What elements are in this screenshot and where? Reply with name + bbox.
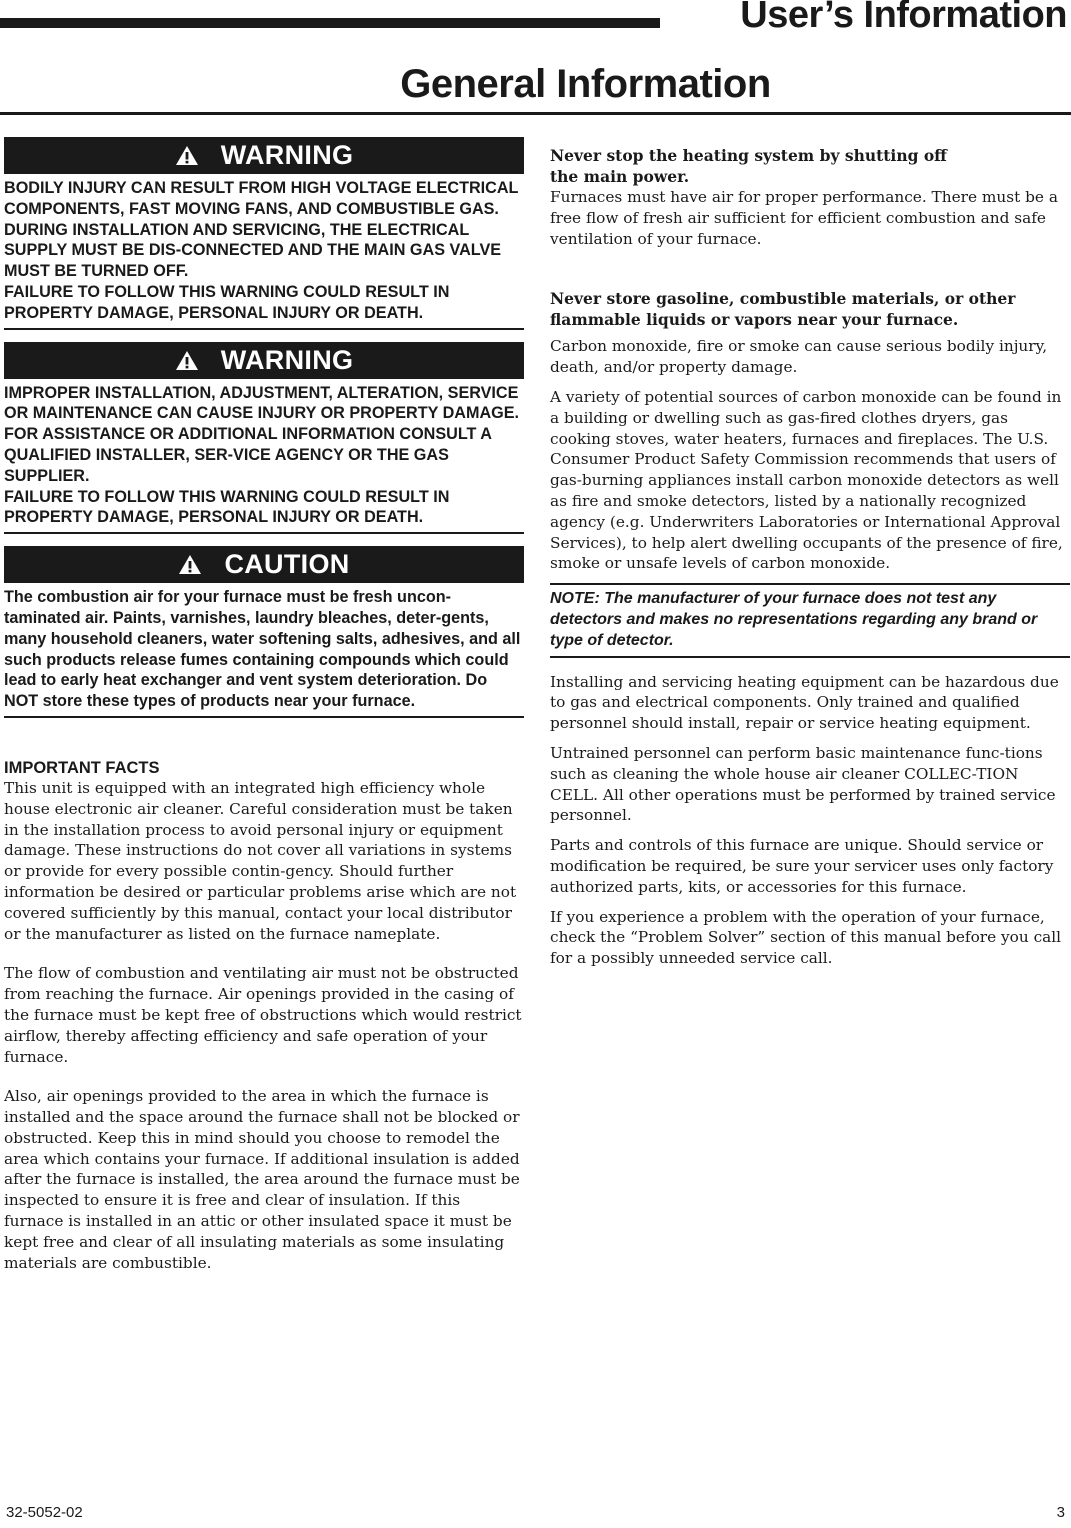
warning-banner (4, 342, 524, 379)
page-title: General Information (400, 62, 771, 106)
body-paragraph: Furnaces must have air for proper performance. There must be a free flow of fresh air sufficient for efficient combustion and safe ventilation of your furnace. (550, 188, 1058, 248)
warning-text (4, 174, 524, 330)
important-paragraph: The flow of combustion and ventilating air must not be obstructed from reaching the furnace. Air openings provided in the casing of the furnace must be kept free of obstructions which would restrict airflow, thereby affecting efficiency and safe operation of your furnace. (4, 964, 522, 1066)
body-paragraph: Untrained personnel can perform basic maintenance func-tions such as cleaning the whole house air cleaner COLLEC-TION CELL. All other operations must be performed by trained service personnel. (550, 743, 1056, 825)
caution-banner (4, 546, 524, 583)
body-paragraph: A variety of potential sources of carbon monoxide can be found in a building or dwelling such as gas-fired clothes dryers, gas cooking stoves, water heaters, furnaces and fireplaces. The U.S. Consumer Product Safety Commission recommends that users of gas-burning appliances install carbon monoxide detectors as well as fire and smoke detectors, listed by a nationally recognized agency (e.g. Underwriters Laboratories or International Approval Services), to help alert dwelling occupants of the presence of fire, smoke or unsafe levels of carbon monoxide. (550, 387, 1063, 573)
warning-banner (4, 137, 524, 174)
warning-text-line: FAILURE TO FOLLOW THIS WARNING COULD RESULT IN PROPERTY DAMAGE, PERSONAL INJURY OR DEATH. (4, 487, 450, 527)
header-title: User’s Information (740, 0, 1067, 36)
warning-label: WARNING (220, 140, 354, 170)
caution-text-body: The combustion air for your furnace must be fresh uncon-taminated air. Paints, varnishes, laundry bleaches, deter-gents, many household cleaners, water softening salts, adhesives, and all such products release fumes containing compounds which could lead to early heat exchanger and vent system deterioration. Do NOT store these types of products near your furnace. (4, 588, 521, 711)
warning-text-line: IMPROPER INSTALLATION, ADJUSTMENT, ALTERATION, SERVICE OR MAINTENANCE CAN CAUSE INJURY OR PROPERTY DAMAGE. FOR ASSISTANCE OR ADDITIONAL INFORMATION CONSULT A QUALIFIED INSTALLER, SER-VICE AGENCY OR THE GAS SUPPLIER. (4, 383, 520, 485)
warning-triangle-icon (175, 145, 199, 166)
warning-box-2 (4, 342, 524, 535)
body-paragraph: Installing and servicing heating equipment can be hazardous due to gas and electrical components. Only trained and qualified personnel should install, repair or service heating equipment. (550, 672, 1059, 733)
caution-label: CAUTION (224, 549, 350, 580)
caution-text (4, 583, 524, 718)
note-box: NOTE: The manufacturer of your furnace does not test any detectors and makes no representations regarding any brand or type of detector. (550, 583, 1070, 657)
body-paragraph: If you experience a problem with the operation of your furnace, check the “Problem Solver” section of this manual before you call for a possibly unneeded service call. (550, 907, 1062, 968)
warning-text (4, 379, 524, 535)
section-heading: Never store gasoline, combustible materials, or other flammable liquids or vapors near your furnace. (550, 289, 1016, 329)
warning-triangle-icon (175, 350, 199, 371)
caution-box (4, 546, 524, 718)
warning-text-line: FAILURE TO FOLLOW THIS WARNING COULD RESULT IN PROPERTY DAMAGE, PERSONAL INJURY OR DEATH. (4, 282, 450, 322)
warning-box-1 (4, 137, 524, 330)
header-rule (0, 18, 660, 28)
warning-triangle-icon (178, 554, 202, 575)
right-column (550, 146, 1070, 978)
page-number: 3 (1056, 1504, 1065, 1521)
important-paragraph: Also, air openings provided to the area in which the furnace is installed and the space around the furnace shall not be blocked or obstructed. Keep this in mind should you choose to remodel the area which contains your furnace. If additional insulation is added after the furnace is installed, the area around the furnace must be inspected to ensure it is free and clear of insulation. If this furnace is installed in an attic or other insulated space it must be kept free and clear of all insulating materials as some insulating materials are combustible. (4, 1087, 520, 1272)
warning-text-line: BODILY INJURY CAN RESULT FROM HIGH VOLTAGE ELECTRICAL COMPONENTS, FAST MOVING FANS, AND COMBUSTIBLE GAS. DURING INSTALLATION AND SERVICING, THE ELECTRICAL SUPPLY MUST BE DIS-CONNECTED AND THE MAIN GAS VALVE MUST BE TURNED OFF. (4, 179, 519, 281)
body-paragraph: Carbon monoxide, fire or smoke can cause serious bodily injury, death, and/or property damage. (550, 337, 1048, 377)
important-facts-heading: IMPORTANT FACTS (4, 758, 160, 777)
important-paragraph: This unit is equipped with an integrated high efficiency whole house electronic air cleaner. Careful consideration must be taken in the installation process to avoid personal injury or equipment damage. These instructions do not cover all variations in systems or provide for every possible contin-gency. Should further information be desired or particular problems arise which are not covered sufficiently by this manual, contact your local distributor or the manufacturer as listed on the furnace nameplate. (4, 778, 517, 943)
section-heading: Never stop the heating system by shutting off the main power. (550, 146, 947, 186)
left-column (4, 137, 524, 1273)
title-divider (0, 112, 1071, 115)
body-paragraph: Parts and controls of this furnace are unique. Should service or modification be required, be sure your servicer uses only factory authorized parts, kits, or accessories for this furnace. (550, 836, 1054, 896)
document-number: 32-5052-02 (6, 1504, 83, 1521)
warning-label: WARNING (220, 344, 354, 375)
